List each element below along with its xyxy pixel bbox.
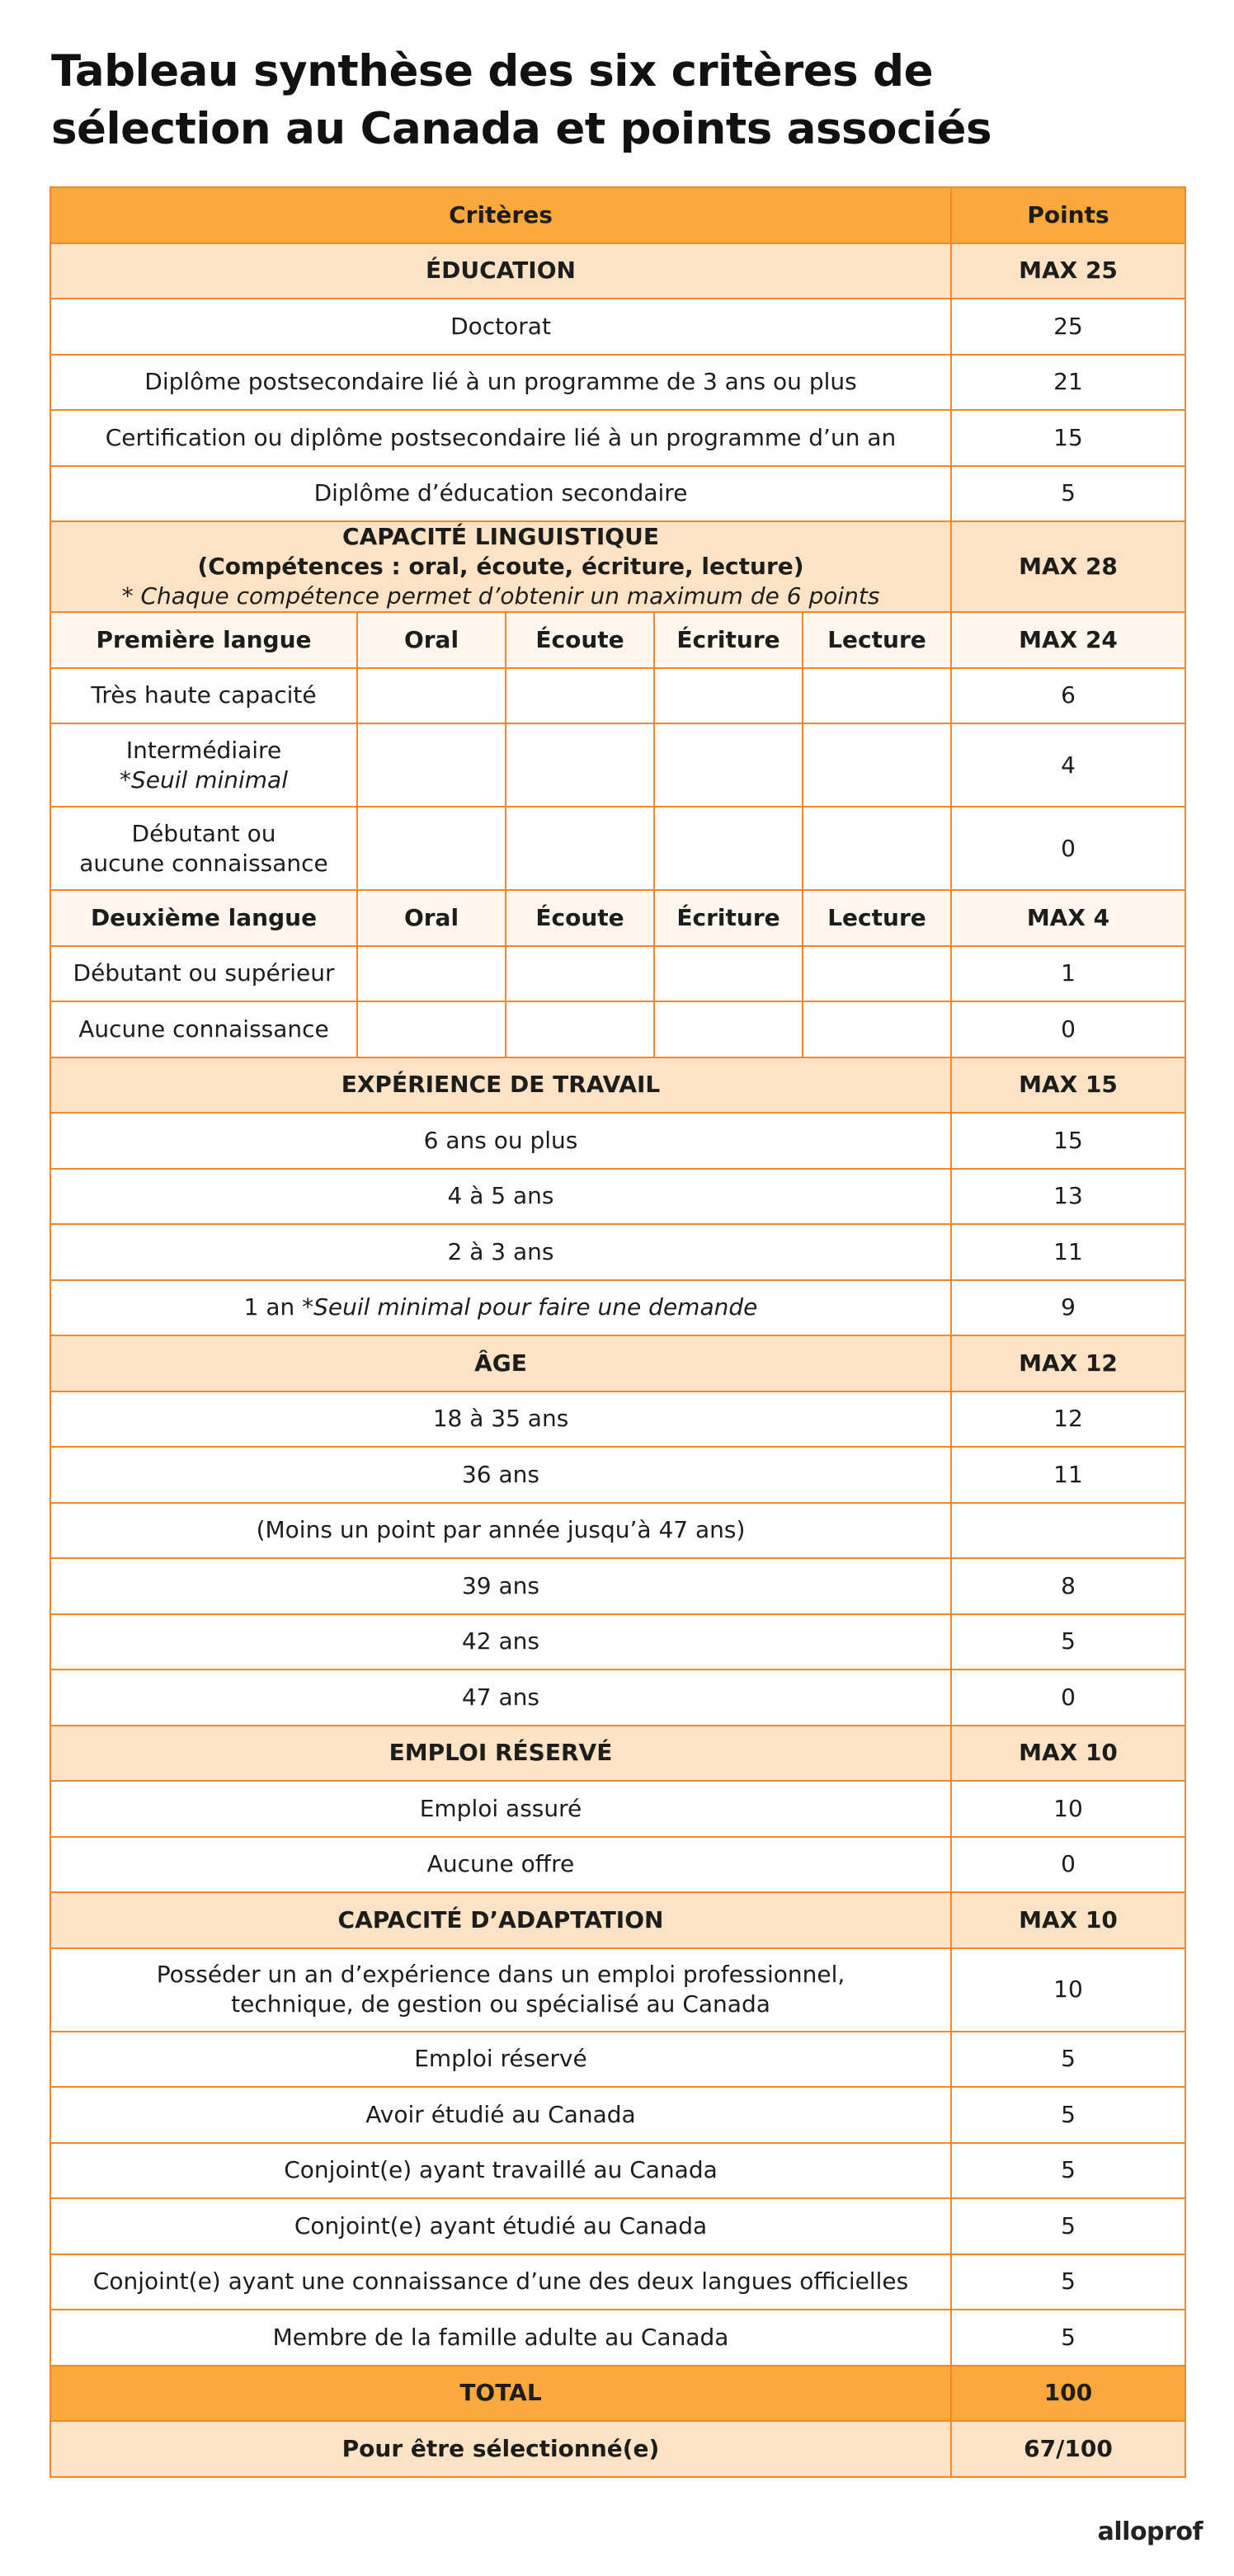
row-points: 4: [951, 723, 1185, 807]
empty-cell: [654, 1001, 803, 1057]
table-row: [50, 2198, 1185, 2254]
total-points: 100: [951, 2366, 1185, 2422]
col-oral: Oral: [357, 612, 506, 668]
section-max: MAX 12: [951, 1335, 1185, 1392]
empty-cell: [357, 946, 506, 1002]
section-max: MAX 15: [951, 1057, 1185, 1114]
table-row: [50, 1280, 1185, 1336]
subsection-label: Première langue: [50, 612, 357, 668]
row-label: Emploi réservé: [50, 2032, 951, 2088]
table-row: [50, 410, 1185, 466]
empty-cell: [357, 723, 506, 807]
empty-cell: [654, 668, 803, 724]
row-points: 0: [951, 807, 1185, 890]
row-points: 6: [951, 668, 1185, 724]
section-subtitle: (Compétences : oral, écoute, écriture, lecture): [197, 553, 804, 580]
row-points: 0: [951, 1837, 1185, 1893]
col-oral: Oral: [357, 890, 506, 946]
empty-cell: [803, 1001, 951, 1057]
row-label: Très haute capacité: [50, 668, 357, 724]
empty-cell: [803, 723, 951, 807]
table-row: [50, 1503, 1185, 1559]
section-title: CAPACITÉ LINGUISTIQUE: [342, 523, 659, 550]
table-row: [50, 466, 1185, 522]
empty-cell: [803, 807, 951, 890]
empty-cell: [803, 668, 951, 724]
section-max: MAX 28: [951, 521, 1185, 612]
row-note: *Seuil minimal pour faire une demande: [302, 1293, 758, 1321]
section-education: [50, 243, 1185, 299]
selection-points: 67/100: [951, 2421, 1185, 2477]
section-job: [50, 1726, 1185, 1782]
table-row: [50, 1392, 1185, 1448]
row-points: 0: [951, 1001, 1185, 1057]
empty-cell: [506, 946, 654, 1002]
row-label-block: [50, 1948, 951, 2032]
row-label: Conjoint(e) ayant étudié au Canada: [50, 2198, 951, 2254]
col-ecoute: Écoute: [506, 890, 654, 946]
row-label: Membre de la famille adulte au Canada: [50, 2310, 951, 2366]
row-points: 21: [951, 355, 1185, 411]
row-label: (Moins un point par année jusqu’à 47 ans): [50, 1503, 951, 1559]
section-max: MAX 10: [951, 1726, 1185, 1782]
row-label: Débutant ou supérieur: [50, 946, 357, 1002]
row-points: 5: [951, 2087, 1185, 2143]
section-max: MAX 25: [951, 243, 1185, 299]
row-points: 9: [951, 1280, 1185, 1336]
empty-cell: [654, 723, 803, 807]
row-points: 5: [951, 2198, 1185, 2254]
row-points: 10: [951, 1948, 1185, 2032]
subsection-max: MAX 4: [951, 890, 1185, 946]
row-label: 42 ans: [50, 1614, 951, 1670]
row-points: 10: [951, 1781, 1185, 1837]
table-row: [50, 2143, 1185, 2199]
subsection-max: MAX 24: [951, 612, 1185, 668]
row-label-2: aucune connaissance: [79, 849, 328, 877]
row-label: 4 à 5 ans: [50, 1169, 951, 1225]
row-label: Aucune offre: [50, 1837, 951, 1893]
row-label: 2 à 3 ans: [50, 1224, 951, 1280]
row-label: Emploi assuré: [50, 1781, 951, 1837]
row-label-block: [50, 1280, 951, 1336]
row-points: 5: [951, 2143, 1185, 2199]
empty-cell: [803, 946, 951, 1002]
empty-cell: [506, 668, 654, 724]
row-note: *Seuil minimal: [120, 765, 288, 794]
row-points: 25: [951, 299, 1185, 355]
row-label: 36 ans: [50, 1447, 951, 1503]
section-title: EMPLOI RÉSERVÉ: [50, 1726, 951, 1782]
table-row: [50, 1781, 1185, 1837]
row-label: Conjoint(e) ayant travaillé au Canada: [50, 2143, 951, 2199]
row-points: 15: [951, 410, 1185, 466]
section-adaptation: [50, 1892, 1185, 1948]
empty-cell: [506, 1001, 654, 1057]
table-row: [50, 299, 1185, 355]
row-label: Posséder un an d’expérience dans un emploi professionnel,: [156, 1961, 845, 1988]
table-row: [50, 2254, 1185, 2310]
table-row: [50, 1001, 1185, 1057]
selection-row: [50, 2421, 1185, 2477]
row-label-block: [50, 723, 357, 807]
total-row: [50, 2366, 1185, 2422]
subsection-second-language: [50, 890, 1185, 946]
row-label: Diplôme d’éducation secondaire: [50, 466, 951, 522]
col-ecoute: Écoute: [506, 612, 654, 668]
row-label: Doctorat: [50, 299, 951, 355]
table-row: [50, 1224, 1185, 1280]
table-row: [50, 2087, 1185, 2143]
table-row: [50, 2310, 1185, 2366]
col-lecture: Lecture: [803, 612, 951, 668]
row-label: Avoir étudié au Canada: [50, 2087, 951, 2143]
section-title-block: [50, 521, 951, 612]
header-criteria: Critères: [50, 187, 951, 243]
row-label: Intermédiaire: [125, 736, 282, 764]
row-label: 1 an: [243, 1293, 295, 1321]
row-points: 15: [951, 1113, 1185, 1169]
table-row: [50, 1113, 1185, 1169]
alloprof-logo: alloprof: [1097, 2517, 1203, 2546]
title-line-2: sélection au Canada et points associés: [51, 104, 992, 154]
row-points: 13: [951, 1169, 1185, 1225]
row-points: 1: [951, 946, 1185, 1002]
table-row: [50, 668, 1185, 724]
row-label: Aucune connaissance: [50, 1001, 357, 1057]
row-points: 11: [951, 1447, 1185, 1503]
row-points: 5: [951, 2310, 1185, 2366]
header-points: Points: [951, 187, 1185, 243]
row-points: 5: [951, 466, 1185, 522]
row-points: 5: [951, 1614, 1185, 1670]
table-row: [50, 1837, 1185, 1893]
empty-cell: [357, 1001, 506, 1057]
section-experience: [50, 1057, 1185, 1114]
section-title: EXPÉRIENCE DE TRAVAIL: [50, 1057, 951, 1114]
subsection-label: Deuxième langue: [50, 890, 357, 946]
table-row: [50, 807, 1185, 890]
table-row: [50, 1558, 1185, 1614]
row-points: 11: [951, 1224, 1185, 1280]
table-header-row: [50, 187, 1185, 243]
section-max: MAX 10: [951, 1892, 1185, 1948]
section-title: CAPACITÉ D’ADAPTATION: [50, 1892, 951, 1948]
row-label: 47 ans: [50, 1669, 951, 1726]
empty-cell: [654, 807, 803, 890]
table-row: [50, 1447, 1185, 1503]
selection-label: Pour être sélectionné(e): [50, 2421, 951, 2477]
subsection-first-language: [50, 612, 1185, 668]
row-label: 6 ans ou plus: [50, 1113, 951, 1169]
page-title: [51, 43, 1189, 158]
table-row: [50, 355, 1185, 411]
table-row: [50, 946, 1185, 1002]
row-label-block: [50, 807, 357, 890]
row-points: 8: [951, 1558, 1185, 1614]
criteria-table: [49, 186, 1186, 2478]
empty-cell: [506, 807, 654, 890]
table-row: [50, 1948, 1185, 2032]
table-row: [50, 2032, 1185, 2088]
total-label: TOTAL: [50, 2366, 951, 2422]
row-label-2: technique, de gestion ou spécialisé au Canada: [231, 1990, 770, 2018]
row-points: 0: [951, 1669, 1185, 1726]
row-points: 5: [951, 2032, 1185, 2088]
row-label: Débutant ou: [131, 819, 276, 847]
row-label: Conjoint(e) ayant une connaissance d’une des deux langues officielles: [50, 2254, 951, 2310]
row-label: Certification ou diplôme postsecondaire lié à un programme d’un an: [50, 410, 951, 466]
row-label: 39 ans: [50, 1558, 951, 1614]
row-points: 12: [951, 1392, 1185, 1448]
row-points: 5: [951, 2254, 1185, 2310]
table-row: [50, 1669, 1185, 1726]
section-title: ÂGE: [50, 1335, 951, 1392]
empty-cell: [506, 723, 654, 807]
row-label: Diplôme postsecondaire lié à un programme de 3 ans ou plus: [50, 355, 951, 411]
row-points: [951, 1503, 1185, 1559]
section-note: * Chaque compétence permet d’obtenir un maximum de 6 points: [121, 582, 880, 610]
section-age: [50, 1335, 1185, 1392]
section-title: ÉDUCATION: [50, 243, 951, 299]
col-ecriture: Écriture: [654, 890, 803, 946]
empty-cell: [357, 668, 506, 724]
empty-cell: [654, 946, 803, 1002]
col-lecture: Lecture: [803, 890, 951, 946]
table-row: [50, 723, 1185, 807]
table-row: [50, 1614, 1185, 1670]
row-label: 18 à 35 ans: [50, 1392, 951, 1448]
empty-cell: [357, 807, 506, 890]
col-ecriture: Écriture: [654, 612, 803, 668]
table-row: [50, 1169, 1185, 1225]
section-language: [50, 521, 1185, 612]
title-line-1: Tableau synthèse des six critères de: [51, 46, 934, 97]
